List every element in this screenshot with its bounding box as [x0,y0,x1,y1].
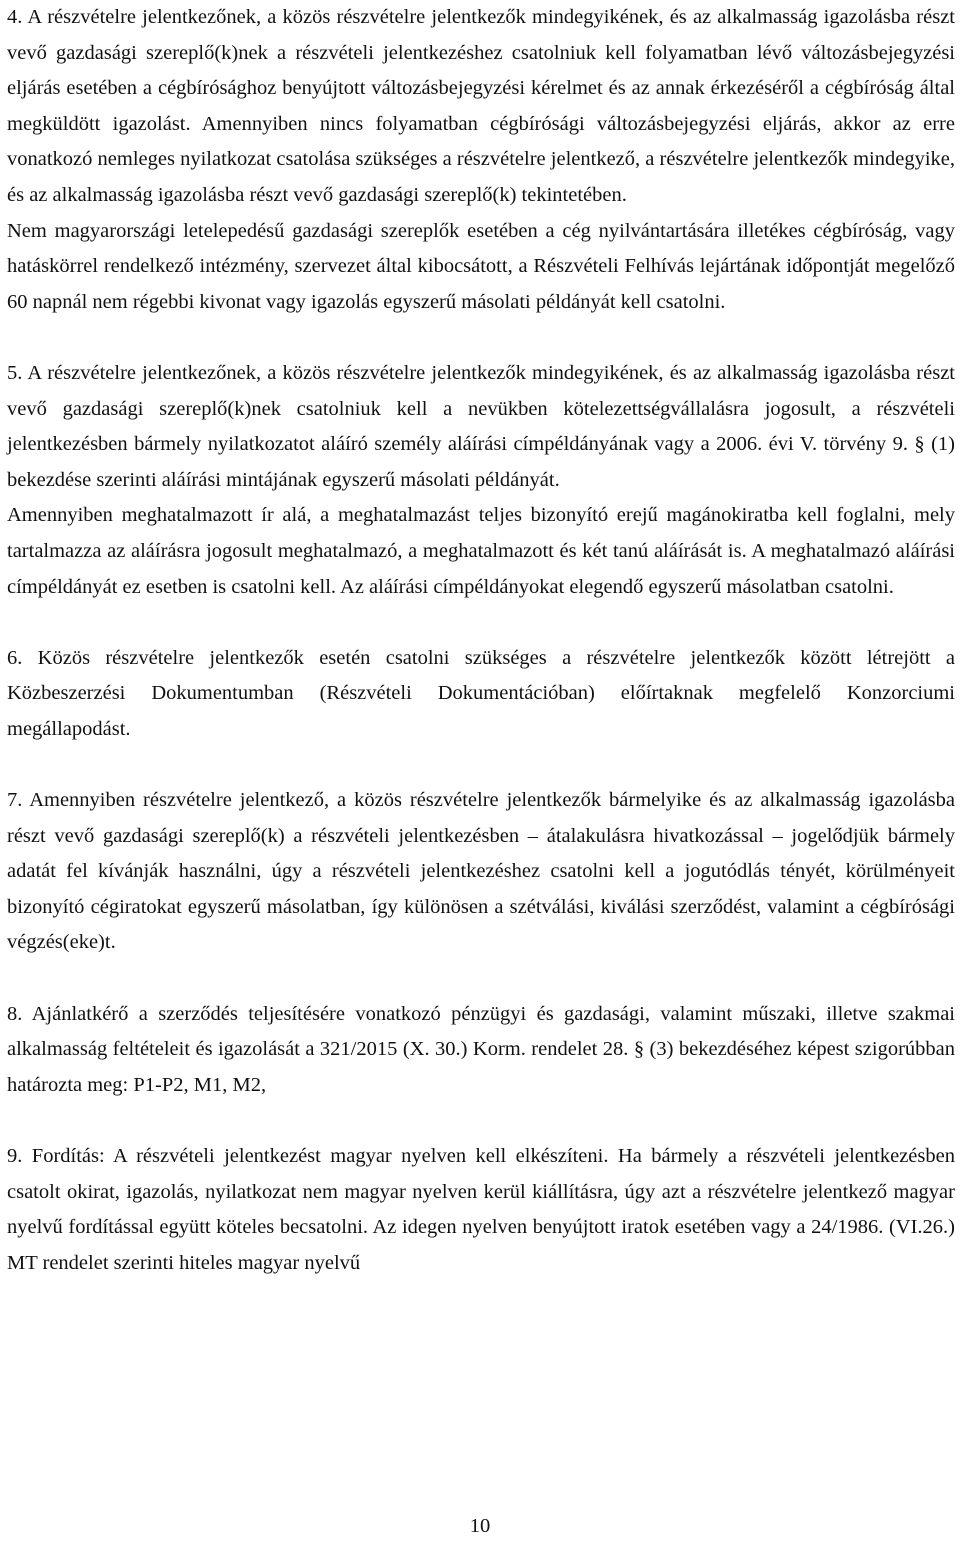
section-9-paragraph-1: 9. Fordítás: A részvételi jelentkezést magyar nyelven kell elkészíteni. Ha bármely a részvételi jelentkezésben csatolt okirat, igazolás, nyilatkozat nem magyar nyelven kerül kiállításra, úgy azt a részvételre jelentkező magyar nyelvű fordítással együtt köteles becsatolni. Az idegen nyelven benyújtott iratok esetében vagy a 24/1986. (VI.26.) MT rendelet szerinti hiteles magyar nyelvű [7,1145,955,1274]
section-spacer [7,320,955,356]
section-4 [7,0,955,320]
section-6-paragraph-1: 6. Közös részvételre jelentkezők esetén csatolni szükséges a részvételre jelentkezők között létrejött a Közbeszerzési Dokumentumban (Részvételi Dokumentációban) előírtaknak megfelelő Konzorciumi megállapodást. [7,646,955,740]
section-5 [7,356,955,605]
section-8-paragraph-1: 8. Ajánlatkérő a szerződés teljesítésére vonatkozó pénzügyi és gazdasági, valamint műszaki, illetve szakmai alkalmasság feltételeit és igazolását a 321/2015 (X. 30.) Korm. rendelet 28. § (3) bekezdéséhez képest szigorúbban határozta meg: P1-P2, M1, M2, [7,1002,955,1096]
section-5-paragraph-1: 5. A részvételre jelentkezőnek, a közös részvételre jelentkezők mindegyikének, és az alkalmasság igazolásba részt vevő gazdasági szereplő(k)nek csatolniuk kell a nevükben kötelezettségvállalásra jogosult, a részvételi jelentkezésben bármely nyilatkozatot aláíró személy aláírási címpéldányának vagy a 2006. évi V. törvény 9. § (1) bekezdése szerinti aláírási mintájának egyszerű másolati példányát. [7,361,955,491]
section-9 [7,1139,955,1281]
section-7-paragraph-1: 7. Amennyiben részvételre jelentkező, a közös részvételre jelentkezők bármelyike és az alkalmasság igazolásba részt vevő gazdasági szereplő(k) a részvételi jelentkezésben – átalakulásra hivatkozással – jogelődjük bármely adatát fel kívánják használni, úgy a részvételi jelentkezéshez csatolni kell a jogutódlás tényét, körülményeit bizonyító cégiratokat egyszerű másolatban, így különösen a szétválási, kiválási szerződést, valamint a cégbírósági végzés(eke)t. [7,789,955,954]
section-spacer [7,605,955,641]
section-4-paragraph-2: Nem magyarországi letelepedésű gazdasági szereplők esetében a cég nyilvántartására illetékes cégbíróság, vagy hatáskörrel rendelkező intézmény, szervezet által kibocsátott, a Részvételi Felhívás lejártának időpontját megelőző 60 napnál nem régebbi kivonat vagy igazolás egyszerű másolati példányát kell csatolni. [7,219,955,313]
section-spacer [7,747,955,783]
document-page [7,0,955,1281]
section-4-paragraph-1: 4. A részvételre jelentkezőnek, a közös részvételre jelentkezők mindegyikének, és az alkalmasság igazolásba részt vevő gazdasági szereplő(k)nek a részvételi jelentkezéshez csatolniuk kell folyamatban lévő változásbejegyzési eljárás esetében a cégbírósághoz benyújtott változásbejegyzési kérelmet és az annak érkezéséről a cégbíróság által megküldött igazolást. Amennyiben nincs folyamatban cégbírósági változásbejegyzési eljárás, akkor az erre vonatkozó nemleges nyilatkozat csatolása szükséges a részvételre jelentkező, a részvételre jelentkezők mindegyike, és az alkalmasság igazolásba részt vevő gazdasági szereplő(k) tekintetében. [7,6,955,206]
section-7 [7,783,955,961]
section-5-paragraph-2: Amennyiben meghatalmazott ír alá, a meghatalmazást teljes bizonyító erejű magánokiratba kell foglalni, mely tartalmazza az aláírásra jogosult meghatalmazó, a meghatalmazott és két tanú aláírását is. A meghatalmazó aláírási címpéldányát ez esetben is csatolni kell. Az aláírási címpéldányokat elegendő egyszerű másolatban csatolni. [7,504,955,598]
section-spacer [7,961,955,997]
section-8 [7,997,955,1104]
page-number: 10 [469,1515,491,1537]
section-6 [7,641,955,748]
section-spacer [7,1103,955,1139]
